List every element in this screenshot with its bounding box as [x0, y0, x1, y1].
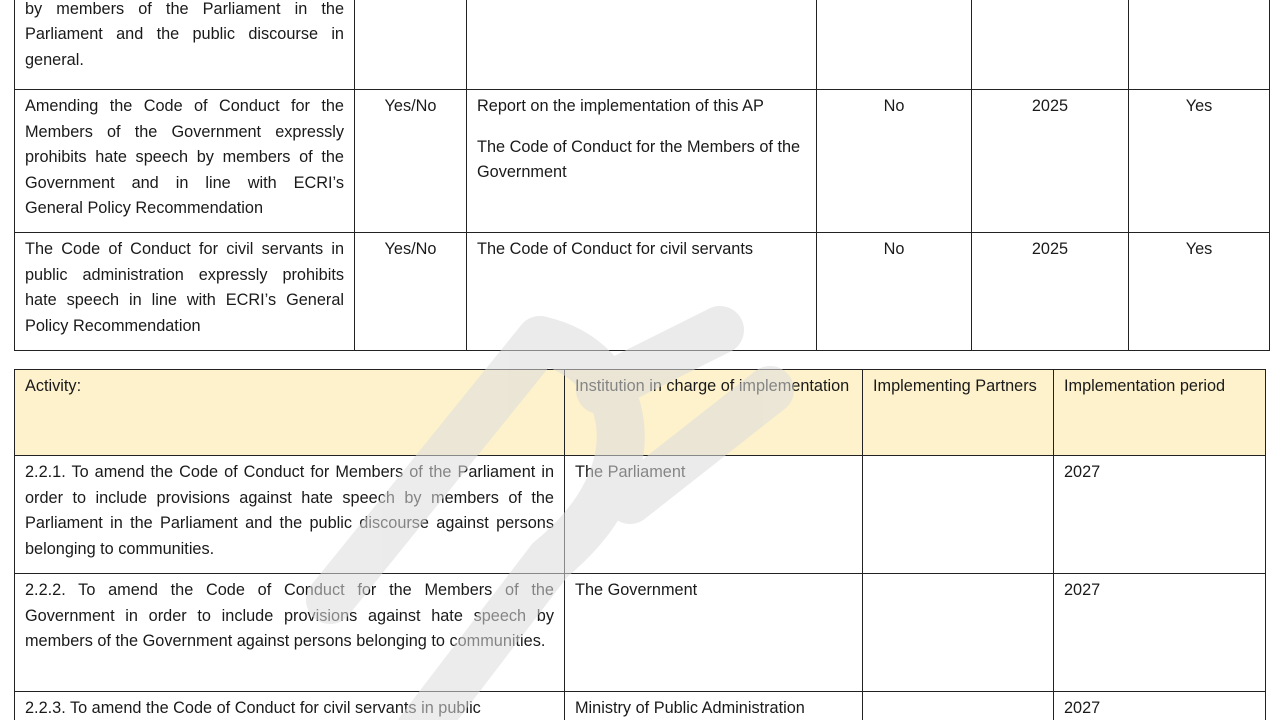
indicator-target-year: 2025 [972, 233, 1129, 351]
activity-partners [863, 574, 1054, 692]
indicator-type: Yes/No [355, 90, 467, 233]
indicator-type: Yes/No [355, 233, 467, 351]
indicator-baseline: No [817, 233, 972, 351]
activity-institution: The Parliament [565, 456, 863, 574]
activity-institution: The Government [565, 574, 863, 692]
indicator-target [1129, 0, 1270, 90]
activity-text: 2.2.1. To amend the Code of Conduct for Members of the Parliament in order to include provisions against hate speech by members of the Parliament in the Parliament and the public discourse against persons belonging to communities. [15, 456, 565, 574]
header-activity: Activity: [15, 370, 565, 456]
activity-institution: Ministry of Public Administration [565, 692, 863, 720]
indicator-type [355, 0, 467, 90]
indicator-target-year: 2025 [972, 90, 1129, 233]
header-partners: Implementing Partners [863, 370, 1054, 456]
activity-partners [863, 692, 1054, 720]
table-row [15, 692, 1266, 720]
activity-text: 2.2.2. To amend the Code of Conduct for the Members of the Government in order to include provisions against hate speech by members of the Government against persons belonging to communities. [15, 574, 565, 692]
table-row [15, 574, 1266, 692]
table-row [15, 90, 1270, 233]
indicator-target: Yes [1129, 233, 1270, 351]
indicator-source-extra: The Code of Conduct for the Members of the Government [477, 137, 801, 181]
indicator-description: by members of the Parliament in the Parliament and the public discourse in general. [15, 0, 355, 90]
indicator-target: Yes [1129, 90, 1270, 233]
activity-period: 2027 [1054, 456, 1266, 574]
indicator-source-cell [467, 90, 817, 233]
indicator-source [467, 0, 817, 90]
indicator-description: The Code of Conduct for civil servants in public administration expressly prohibits hate speech in line with ECRI’s General Policy Recommendation [15, 233, 355, 351]
activity-partners [863, 456, 1054, 574]
table-row [15, 0, 1270, 90]
indicator-description: Amending the Code of Conduct for the Members of the Government expressly prohibits hate speech by members of the Government and in line with ECRI’s General Policy Recommendation [15, 90, 355, 233]
table-header-row [15, 370, 1266, 456]
indicator-source: The Code of Conduct for civil servants [467, 233, 817, 351]
table-row [15, 233, 1270, 351]
table-row [15, 456, 1266, 574]
indicator-baseline: No [817, 90, 972, 233]
activities-table [14, 369, 1266, 720]
indicator-source: Report on the implementation of this AP [477, 97, 764, 115]
indicators-table [14, 0, 1270, 351]
header-period: Implementation period [1054, 370, 1266, 456]
activity-text: 2.2.3. To amend the Code of Conduct for civil servants in public [15, 692, 565, 720]
activity-period: 2027 [1054, 692, 1266, 720]
header-institution: Institution in charge of implementation [565, 370, 863, 456]
activity-period: 2027 [1054, 574, 1266, 692]
indicator-target-year [972, 0, 1129, 90]
indicator-baseline [817, 0, 972, 90]
